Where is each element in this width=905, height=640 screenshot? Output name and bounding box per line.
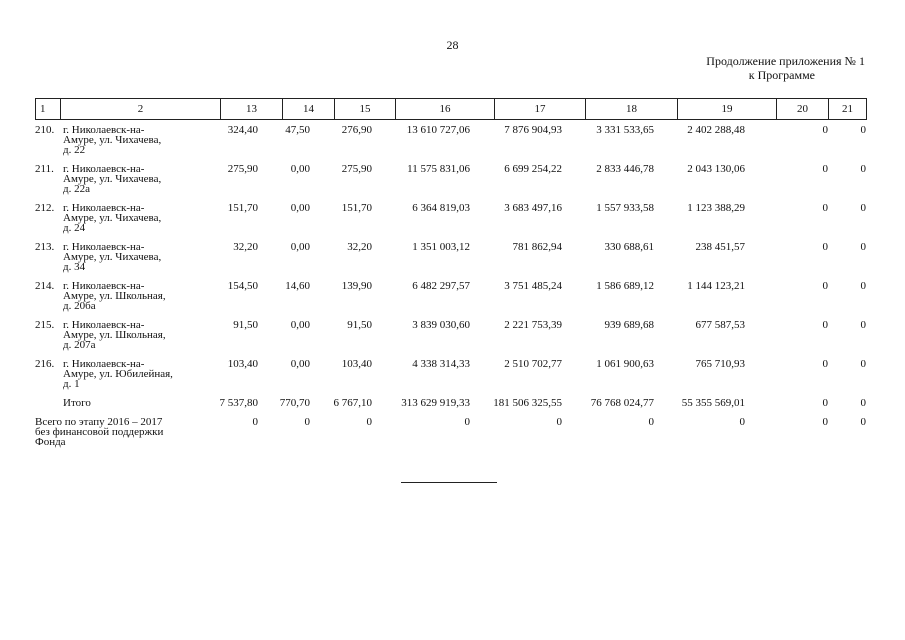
value-cell: 0,00 (290, 358, 310, 370)
total-value: 55 355 569,01 (681, 397, 745, 409)
stage-total-value: 0 (648, 416, 654, 428)
address-line: Амуре, ул. Школьная, (63, 290, 166, 302)
stage-total-label-line: Фонда (35, 436, 66, 448)
value-cell: 3 331 533,65 (596, 124, 654, 136)
value-cell: 14,60 (285, 280, 310, 292)
value-cell: 0 (860, 163, 866, 175)
row-number: 215. (35, 319, 55, 331)
table-row (35, 203, 866, 242)
col-header: 16 (396, 99, 495, 120)
total-value: 0 (822, 397, 828, 409)
value-cell: 0,00 (290, 202, 310, 214)
value-cell: 0 (822, 280, 828, 292)
value-cell: 11 575 831,06 (407, 163, 470, 175)
value-cell: 330 688,61 (604, 241, 654, 253)
address-line: Амуре, ул. Школьная, (63, 329, 166, 341)
value-cell: 3 751 485,24 (504, 280, 562, 292)
col-header: 19 (678, 99, 777, 120)
stage-total-value: 0 (464, 416, 470, 428)
row-number: 211. (35, 163, 54, 175)
value-cell: 0,00 (290, 163, 310, 175)
address-line: д. 24 (63, 222, 86, 234)
total-value: 313 629 919,33 (401, 397, 470, 409)
value-cell: 2 402 288,48 (687, 124, 745, 136)
stage-total-label-cell (35, 417, 205, 447)
value-cell: 324,40 (227, 124, 258, 136)
value-cell: 154,50 (227, 280, 258, 292)
col-header: 1 (36, 99, 61, 120)
total-label-cell (35, 398, 205, 408)
total-label: Итого (63, 397, 91, 409)
row-number: 210. (35, 124, 55, 136)
col-header: 21 (829, 99, 867, 120)
total-value: 770,70 (279, 397, 310, 409)
stage-total-label-line: Всего по этапу 2016 – 2017 (35, 416, 163, 428)
address-line: г. Николаевск-на- (63, 241, 145, 253)
address-line: г. Николаевск-на- (63, 202, 145, 214)
value-cell: 6 699 254,22 (504, 163, 562, 175)
value-cell: 2 510 702,77 (504, 358, 562, 370)
table-row (35, 320, 866, 359)
total-value: 0 (860, 397, 866, 409)
value-cell: 0 (822, 358, 828, 370)
row-number: 216. (35, 358, 55, 370)
data-table-body (35, 125, 866, 456)
value-cell: 32,20 (233, 241, 258, 253)
value-cell: 4 338 314,33 (412, 358, 470, 370)
total-value: 7 537,80 (219, 397, 258, 409)
continuation-line-1: Продолжение приложения № 1 (706, 54, 865, 68)
stage-total-value: 0 (822, 416, 828, 428)
value-cell: 0 (860, 202, 866, 214)
value-cell: 32,20 (347, 241, 372, 253)
value-cell: 238 451,57 (695, 241, 745, 253)
value-cell: 3 683 497,16 (504, 202, 562, 214)
table-row (35, 359, 866, 398)
address-line: г. Николаевск-на- (63, 358, 145, 370)
total-value: 6 767,10 (333, 397, 372, 409)
col-header: 20 (777, 99, 829, 120)
value-cell: 1 061 900,63 (596, 358, 654, 370)
table-row (35, 164, 866, 203)
address-cell (35, 320, 205, 350)
page-number: 28 (446, 38, 459, 52)
address-line: Амуре, ул. Юбилейная, (63, 368, 173, 380)
address-line: д. 34 (63, 261, 86, 273)
col-header: 18 (586, 99, 678, 120)
closing-rule (401, 482, 497, 483)
value-cell: 0 (860, 124, 866, 136)
address-cell (35, 203, 205, 233)
address-cell (35, 281, 205, 311)
value-cell: 781 862,94 (512, 241, 562, 253)
address-line: д. 1 (63, 378, 80, 390)
continuation-line-2: к Программе (748, 68, 815, 82)
value-cell: 1 144 123,21 (687, 280, 745, 292)
value-cell: 0 (822, 241, 828, 253)
value-cell: 1 557 933,58 (596, 202, 654, 214)
value-cell: 139,90 (341, 280, 372, 292)
address-line: г. Николаевск-на- (63, 319, 145, 331)
table-row (35, 242, 866, 281)
value-cell: 0 (822, 163, 828, 175)
table-row (35, 125, 866, 164)
total-row (35, 398, 866, 417)
address-line: Амуре, ул. Чихачева, (63, 134, 162, 146)
address-line: Амуре, ул. Чихачева, (63, 251, 162, 263)
address-line: г. Николаевск-на- (63, 124, 145, 136)
address-line: д. 22а (63, 183, 90, 195)
col-header: 14 (283, 99, 335, 120)
address-line: г. Николаевск-на- (63, 280, 145, 292)
stage-total-value: 0 (556, 416, 562, 428)
value-cell: 0,00 (290, 319, 310, 331)
value-cell: 47,50 (285, 124, 310, 136)
total-value: 181 506 325,55 (493, 397, 562, 409)
value-cell: 275,90 (227, 163, 258, 175)
row-number: 214. (35, 280, 55, 292)
value-cell: 7 876 904,93 (504, 124, 562, 136)
value-cell: 939 689,68 (604, 319, 654, 331)
row-number: 213. (35, 241, 55, 253)
column-header-table (35, 98, 867, 120)
value-cell: 91,50 (233, 319, 258, 331)
value-cell: 1 586 689,12 (596, 280, 654, 292)
stage-total-label-line: без финансовой поддержки (35, 426, 164, 438)
address-line: г. Николаевск-на- (63, 163, 145, 175)
address-line: д. 207а (63, 339, 96, 351)
address-cell (35, 125, 205, 155)
value-cell: 0 (860, 280, 866, 292)
stage-total-value: 0 (739, 416, 745, 428)
value-cell: 151,70 (227, 202, 258, 214)
address-line: д. 20бa (63, 300, 96, 312)
value-cell: 0 (822, 124, 828, 136)
col-header: 2 (61, 99, 221, 120)
value-cell: 275,90 (341, 163, 372, 175)
value-cell: 0 (860, 319, 866, 331)
value-cell: 2 221 753,39 (504, 319, 562, 331)
address-line: д. 22 (63, 144, 86, 156)
col-header: 17 (495, 99, 586, 120)
stage-total-value: 0 (252, 416, 258, 428)
value-cell: 1 351 003,12 (412, 241, 470, 253)
value-cell: 276,90 (341, 124, 372, 136)
value-cell: 6 364 819,03 (412, 202, 470, 214)
continuation-note (706, 54, 865, 82)
value-cell: 2 043 130,06 (687, 163, 745, 175)
stage-total-value: 0 (304, 416, 310, 428)
stage-total-value: 0 (860, 416, 866, 428)
address-line: Амуре, ул. Чихачева, (63, 173, 162, 185)
stage-total-value: 0 (366, 416, 372, 428)
value-cell: 13 610 727,06 (406, 124, 470, 136)
value-cell: 151,70 (341, 202, 372, 214)
value-cell: 0 (860, 358, 866, 370)
value-cell: 103,40 (227, 358, 258, 370)
value-cell: 103,40 (341, 358, 372, 370)
col-header: 15 (335, 99, 396, 120)
value-cell: 2 833 446,78 (596, 163, 654, 175)
value-cell: 0,00 (290, 241, 310, 253)
col-header: 13 (221, 99, 283, 120)
value-cell: 0 (822, 202, 828, 214)
value-cell: 6 482 297,57 (412, 280, 470, 292)
value-cell: 1 123 388,29 (687, 202, 745, 214)
table-row (35, 281, 866, 320)
value-cell: 765 710,93 (695, 358, 745, 370)
value-cell: 677 587,53 (695, 319, 745, 331)
value-cell: 91,50 (347, 319, 372, 331)
row-number: 212. (35, 202, 55, 214)
address-line: Амуре, ул. Чихачева, (63, 212, 162, 224)
address-cell (35, 164, 205, 194)
value-cell: 3 839 030,60 (412, 319, 470, 331)
address-cell (35, 242, 205, 272)
address-cell (35, 359, 205, 389)
value-cell: 0 (822, 319, 828, 331)
value-cell: 0 (860, 241, 866, 253)
total-value: 76 768 024,77 (590, 397, 654, 409)
stage-total-row (35, 417, 866, 456)
